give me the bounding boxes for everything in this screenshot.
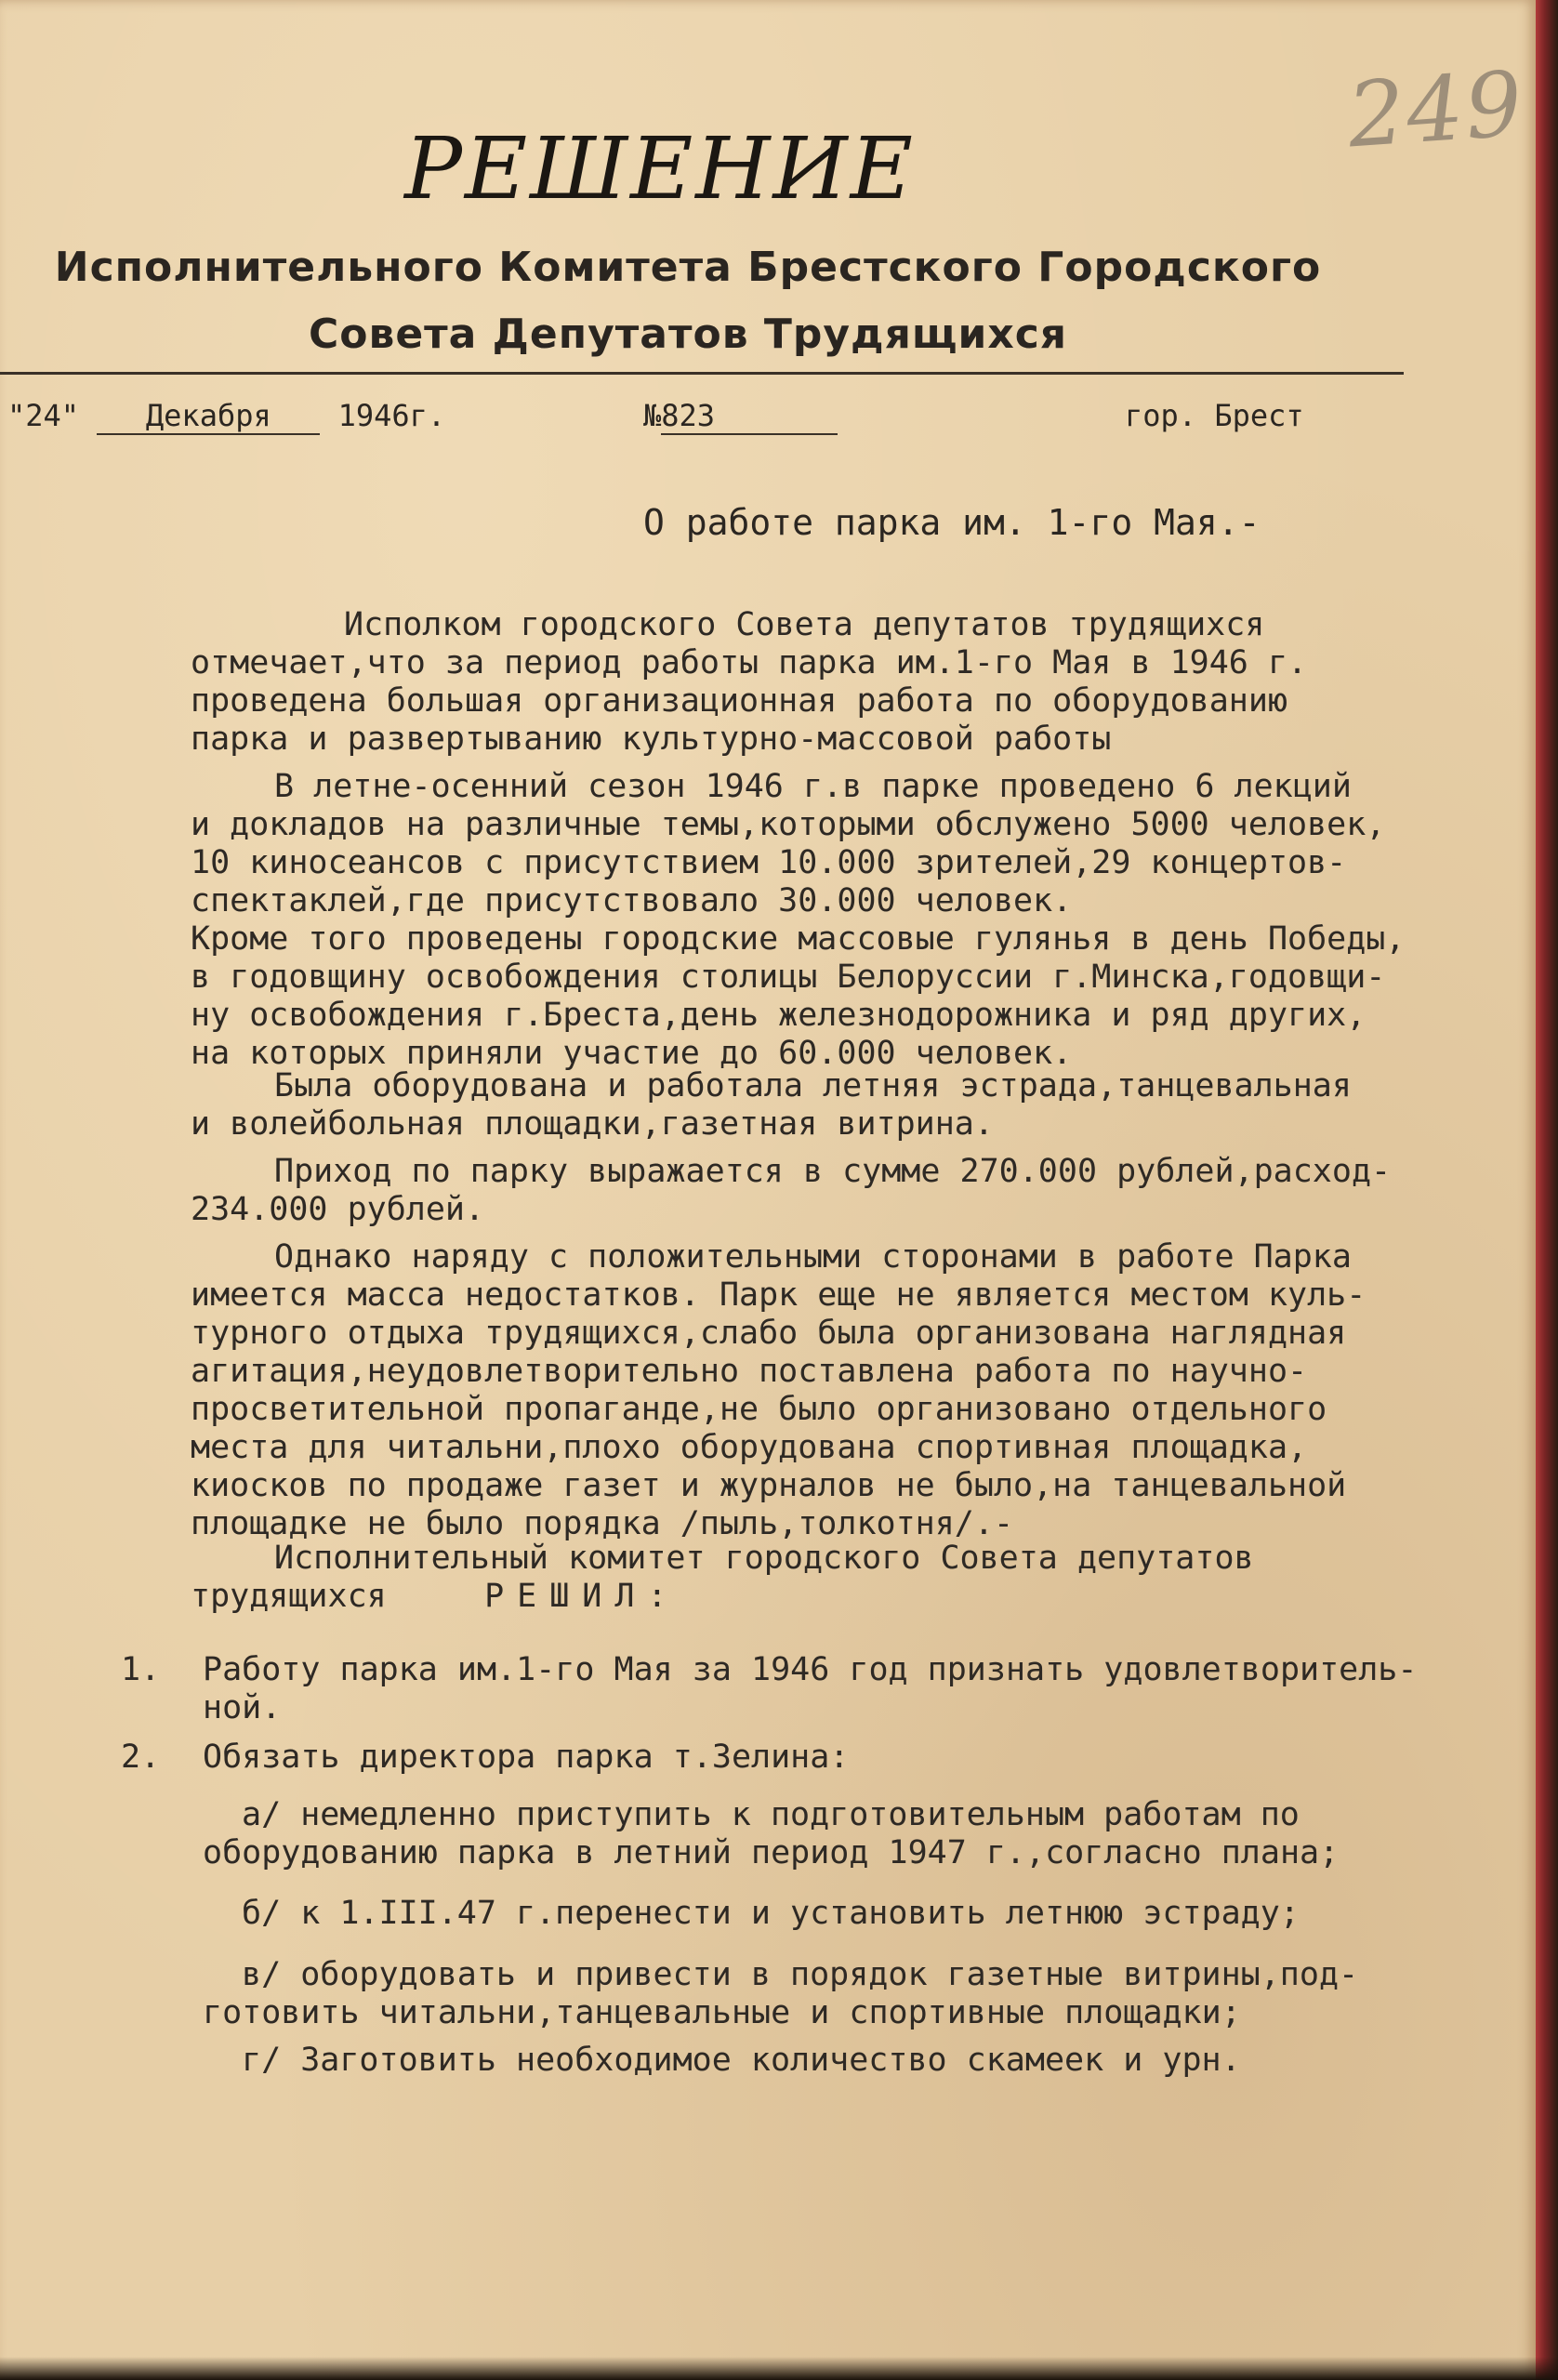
text-line: в годовщину освобождения столицы Белоруссии г.Минска,годовщи- xyxy=(191,959,1386,996)
text-line: просветительной пропаганде,не было организовано отдельного xyxy=(191,1391,1327,1428)
text-line: имеется масса недостатков. Парк еще не является местом куль- xyxy=(191,1276,1367,1314)
text-line: Обязать директора парка т.Зелина: xyxy=(203,1739,850,1776)
decision-number-1: 1. xyxy=(121,1651,161,1688)
text-line: Работу парка им.1-го Мая за 1946 год признать удовлетворитель- xyxy=(203,1651,1418,1688)
text-line: спектаклей,где присутствовало 30.000 человек. xyxy=(191,882,1073,919)
text-line: готовить читальни,танцевальные и спортивные площадки; xyxy=(203,1994,1241,2031)
text-line: Исполком городского Совета депутатов трудящихся xyxy=(344,606,1265,643)
text-line: в/ оборудовать и привести в порядок газетные витрины,под- xyxy=(242,1956,1359,1993)
text-line: турного отдыха трудящихся,слабо была организована наглядная xyxy=(191,1315,1347,1352)
text-line: и докладов на различные темы,которыми обслужено 5000 человек, xyxy=(191,806,1386,843)
subitem-v xyxy=(203,1956,1523,2032)
text-line: 10 киносеансов с присутствием 10.000 зрителей,29 концертов- xyxy=(191,844,1347,881)
document-number xyxy=(643,398,838,435)
decision-2 xyxy=(203,1739,1523,1777)
number-label: № xyxy=(643,398,662,433)
scan-shadow xyxy=(0,2357,1558,2380)
text-line: В летне-осенний сезон 1946 г.в парке проведено 6 лекций xyxy=(274,768,1352,805)
decided-heading: РЕШИЛ: xyxy=(484,1578,680,1615)
text-line: Кроме того проведены городские массовые гулянья в день Победы, xyxy=(191,920,1406,958)
document-date: "24" Декабря 1946г. xyxy=(7,398,446,433)
paragraph-5 xyxy=(191,1238,1529,1543)
preamble-prefix: трудящихся xyxy=(191,1578,387,1615)
text-line xyxy=(191,1578,1529,1616)
text-line: ну освобождения г.Бреста,день железнодорожника и ряд других, xyxy=(191,997,1367,1034)
text-line: площадке не было порядка /пыль,толкотня/.- xyxy=(191,1505,1014,1542)
text-line: Однако наряду с положительными сторонами в работе Парка xyxy=(274,1238,1352,1276)
binding-edge xyxy=(1536,0,1558,2380)
paragraph-3 xyxy=(191,1067,1529,1144)
archive-page-number: 249 xyxy=(1344,51,1527,168)
text-line: отмечает,что за период работы парка им.1-го Мая в 1946 г. xyxy=(191,644,1308,681)
decision-number-2: 2. xyxy=(121,1739,161,1776)
issuer-line-1: Исполнительного Комитета Брестского Городского xyxy=(54,244,1322,291)
text-line: на которых приняли участие до 60.000 человек. xyxy=(191,1035,1073,1072)
date-year: 1946г. xyxy=(337,398,446,433)
text-line: парка и развертыванию культурно-массовой работы xyxy=(191,721,1112,758)
issuer-line-2: Совета Депутатов Трудящихся xyxy=(308,311,1068,358)
text-line: киосков по продаже газет и журналов не было,на танцевальной xyxy=(191,1467,1347,1504)
subitem-a xyxy=(203,1796,1523,1872)
document-title: РЕШЕНИЕ xyxy=(404,119,916,218)
text-line: ной. xyxy=(203,1689,282,1726)
text-line: места для читальни,плохо оборудована спортивная площадка, xyxy=(191,1429,1308,1466)
text-line: агитация,неудовлетворительно поставлена работа по научно- xyxy=(191,1353,1308,1390)
number-value: 823 xyxy=(661,398,838,435)
text-line: Приход по парку выражается в сумме 270.000 рублей,расход- xyxy=(274,1153,1392,1190)
paragraph-1 xyxy=(191,606,1529,759)
text-line: проведена большая организационная работа по оборудованию xyxy=(191,682,1288,720)
text-line: 234.000 рублей. xyxy=(191,1191,485,1228)
text-line: а/ немедленно приступить к подготовительным работам по xyxy=(242,1796,1300,1833)
subitem-g xyxy=(203,2042,1523,2080)
text-line: оборудованию парка в летний период 1947 г.,согласно плана; xyxy=(203,1834,1340,1871)
text-line: Была оборудована и работала летняя эстрада,танцевальная xyxy=(274,1067,1352,1104)
paragraph-2 xyxy=(191,768,1529,1073)
paragraph-4 xyxy=(191,1153,1529,1229)
text-line: г/ Заготовить необходимое количество скамеек и урн. xyxy=(242,2042,1241,2079)
date-month: Декабря xyxy=(97,398,320,435)
text-line: б/ к 1.III.47 г.перенести и установить летнюю эстраду; xyxy=(242,1895,1300,1932)
text-line: и волейбольная площадки,газетная витрина. xyxy=(191,1105,994,1143)
date-day: 24 xyxy=(25,398,61,433)
document-city: гор. Брест xyxy=(1125,398,1304,433)
document-subject: О работе парка им. 1-го Мая.- xyxy=(643,502,1261,543)
header-divider xyxy=(0,372,1404,375)
decision-1 xyxy=(203,1651,1523,1727)
subitem-b xyxy=(203,1895,1523,1933)
resolution-preamble xyxy=(191,1540,1529,1616)
text-line: Исполнительный комитет городского Совета депутатов xyxy=(274,1540,1254,1577)
